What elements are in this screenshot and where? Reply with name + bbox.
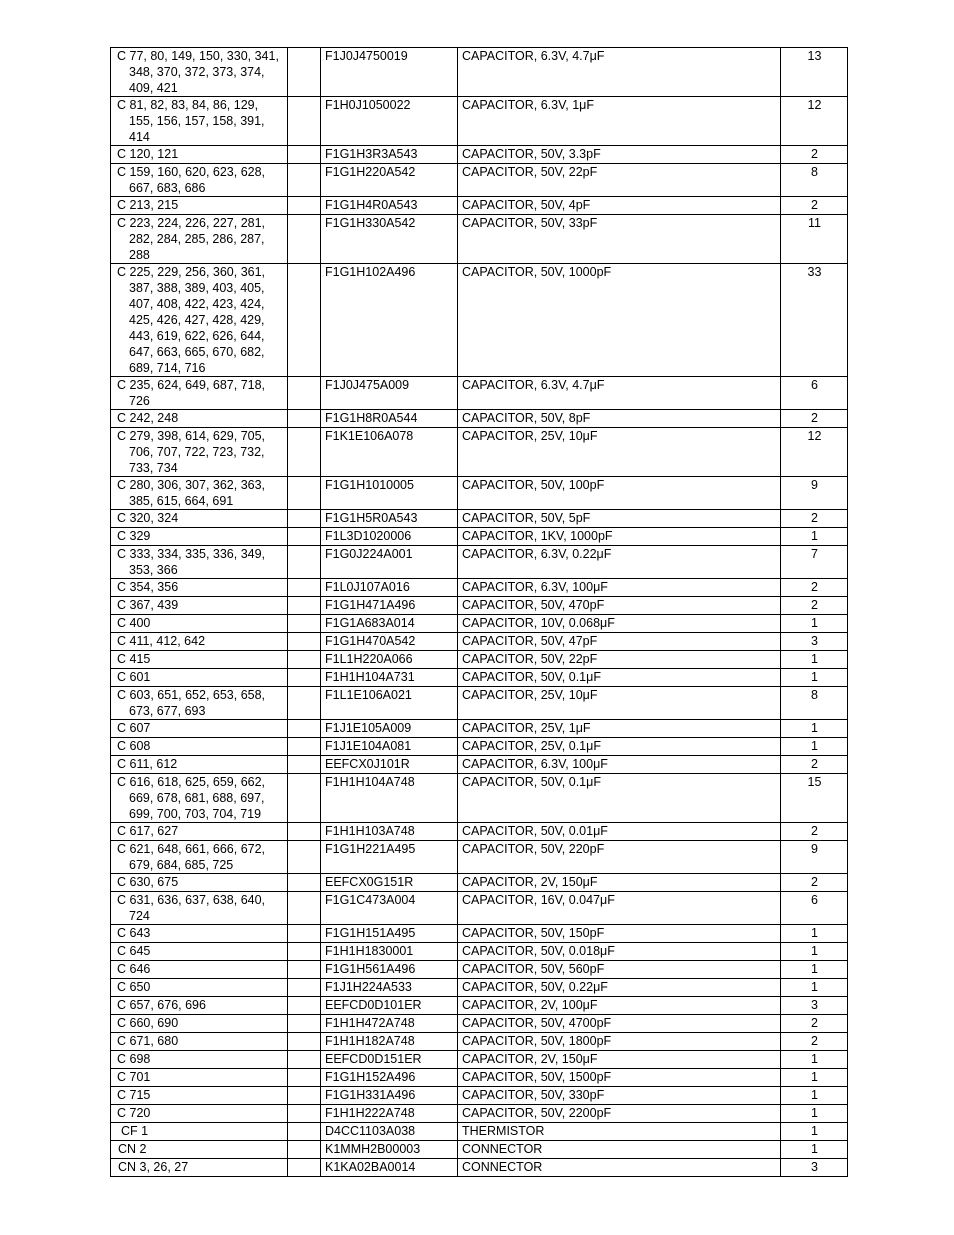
part-number-cell: F1L3D1020006 xyxy=(321,528,458,546)
table-row xyxy=(111,528,848,546)
description-cell: THERMISTOR xyxy=(458,1123,781,1141)
quantity-cell: 2 xyxy=(781,510,848,528)
quantity-cell: 15 xyxy=(781,774,848,823)
part-number-cell: F1G1C473A004 xyxy=(321,892,458,925)
quantity-cell: 33 xyxy=(781,264,848,377)
description-cell: CAPACITOR, 50V, 2200pF xyxy=(458,1105,781,1123)
table-row xyxy=(111,943,848,961)
table-row xyxy=(111,1069,848,1087)
reference-designators-cell: C 242, 248 xyxy=(111,410,288,428)
part-number-cell: F1G1H220A542 xyxy=(321,164,458,197)
quantity-cell: 1 xyxy=(781,615,848,633)
spacer-cell xyxy=(288,1051,321,1069)
reference-designators-cell: C 657, 676, 696 xyxy=(111,997,288,1015)
quantity-cell: 7 xyxy=(781,546,848,579)
spacer-cell xyxy=(288,164,321,197)
description-cell: CAPACITOR, 6.3V, 4.7μF xyxy=(458,48,781,97)
reference-designators-cell: C 280, 306, 307, 362, 363, 385, 615, 664, 691 xyxy=(111,477,288,510)
description-cell: CAPACITOR, 16V, 0.047μF xyxy=(458,892,781,925)
part-number-cell: K1KA02BA0014 xyxy=(321,1159,458,1177)
quantity-cell: 2 xyxy=(781,1015,848,1033)
table-row xyxy=(111,1159,848,1177)
table-row xyxy=(111,841,848,874)
part-number-cell: F1G1H221A495 xyxy=(321,841,458,874)
table-row xyxy=(111,97,848,146)
table-row xyxy=(111,756,848,774)
spacer-cell xyxy=(288,687,321,720)
description-cell: CAPACITOR, 25V, 1μF xyxy=(458,720,781,738)
spacer-cell xyxy=(288,528,321,546)
quantity-cell: 2 xyxy=(781,597,848,615)
part-number-cell: F1L0J107A016 xyxy=(321,579,458,597)
spacer-cell xyxy=(288,215,321,264)
table-row xyxy=(111,892,848,925)
spacer-cell xyxy=(288,48,321,97)
spacer-cell xyxy=(288,997,321,1015)
part-number-cell: F1G1H470A542 xyxy=(321,633,458,651)
reference-designators-cell: C 617, 627 xyxy=(111,823,288,841)
description-cell: CAPACITOR, 50V, 100pF xyxy=(458,477,781,510)
table-row xyxy=(111,774,848,823)
reference-designators-cell: C 631, 636, 637, 638, 640, 724 xyxy=(111,892,288,925)
table-row xyxy=(111,1123,848,1141)
part-number-cell: F1J1E105A009 xyxy=(321,720,458,738)
table-row xyxy=(111,410,848,428)
quantity-cell: 1 xyxy=(781,1105,848,1123)
table-row xyxy=(111,48,848,97)
spacer-cell xyxy=(288,633,321,651)
spacer-cell xyxy=(288,410,321,428)
reference-designators-cell: C 630, 675 xyxy=(111,874,288,892)
parts-list-table xyxy=(110,47,848,1177)
spacer-cell xyxy=(288,377,321,410)
table-row xyxy=(111,1141,848,1159)
quantity-cell: 12 xyxy=(781,428,848,477)
description-cell: CAPACITOR, 50V, 33pF xyxy=(458,215,781,264)
table-row xyxy=(111,264,848,377)
quantity-cell: 2 xyxy=(781,146,848,164)
reference-designators-cell: C 320, 324 xyxy=(111,510,288,528)
description-cell: CAPACITOR, 50V, 1800pF xyxy=(458,1033,781,1051)
quantity-cell: 3 xyxy=(781,997,848,1015)
table-row xyxy=(111,1015,848,1033)
quantity-cell: 1 xyxy=(781,943,848,961)
reference-designators-cell: CN 2 xyxy=(111,1141,288,1159)
description-cell: CAPACITOR, 50V, 0.1μF xyxy=(458,669,781,687)
quantity-cell: 1 xyxy=(781,669,848,687)
table-row xyxy=(111,874,848,892)
table-row xyxy=(111,823,848,841)
quantity-cell: 13 xyxy=(781,48,848,97)
spacer-cell xyxy=(288,669,321,687)
spacer-cell xyxy=(288,720,321,738)
reference-designators-cell: C 720 xyxy=(111,1105,288,1123)
description-cell: CAPACITOR, 6.3V, 4.7μF xyxy=(458,377,781,410)
spacer-cell xyxy=(288,651,321,669)
quantity-cell: 1 xyxy=(781,979,848,997)
reference-designators-cell: C 333, 334, 335, 336, 349, 353, 366 xyxy=(111,546,288,579)
description-cell: CAPACITOR, 50V, 4700pF xyxy=(458,1015,781,1033)
table-row xyxy=(111,164,848,197)
part-number-cell: D4CC1103A038 xyxy=(321,1123,458,1141)
description-cell: CAPACITOR, 50V, 8pF xyxy=(458,410,781,428)
quantity-cell: 6 xyxy=(781,377,848,410)
description-cell: CAPACITOR, 6.3V, 100μF xyxy=(458,756,781,774)
part-number-cell: F1H1H472A748 xyxy=(321,1015,458,1033)
quantity-cell: 1 xyxy=(781,738,848,756)
quantity-cell: 2 xyxy=(781,756,848,774)
reference-designators-cell: C 120, 121 xyxy=(111,146,288,164)
description-cell: CAPACITOR, 2V, 100μF xyxy=(458,997,781,1015)
quantity-cell: 1 xyxy=(781,528,848,546)
description-cell: CAPACITOR, 50V, 150pF xyxy=(458,925,781,943)
description-cell: CAPACITOR, 50V, 0.22μF xyxy=(458,979,781,997)
quantity-cell: 2 xyxy=(781,579,848,597)
part-number-cell: F1H1H222A748 xyxy=(321,1105,458,1123)
part-number-cell: EEFCX0J101R xyxy=(321,756,458,774)
description-cell: CAPACITOR, 50V, 330pF xyxy=(458,1087,781,1105)
table-row xyxy=(111,979,848,997)
quantity-cell: 1 xyxy=(781,961,848,979)
spacer-cell xyxy=(288,197,321,215)
spacer-cell xyxy=(288,579,321,597)
reference-designators-cell: CF 1 xyxy=(111,1123,288,1141)
table-row xyxy=(111,1033,848,1051)
spacer-cell xyxy=(288,1105,321,1123)
reference-designators-cell: C 698 xyxy=(111,1051,288,1069)
description-cell: CAPACITOR, 25V, 0.1μF xyxy=(458,738,781,756)
spacer-cell xyxy=(288,925,321,943)
table-row xyxy=(111,615,848,633)
table-row xyxy=(111,510,848,528)
spacer-cell xyxy=(288,979,321,997)
reference-designators-cell: C 607 xyxy=(111,720,288,738)
table-row xyxy=(111,720,848,738)
table-row xyxy=(111,215,848,264)
reference-designators-cell: C 81, 82, 83, 84, 86, 129, 155, 156, 157, 158, 391, 414 xyxy=(111,97,288,146)
description-cell: CAPACITOR, 50V, 47pF xyxy=(458,633,781,651)
spacer-cell xyxy=(288,546,321,579)
description-cell: CAPACITOR, 2V, 150μF xyxy=(458,1051,781,1069)
table-row xyxy=(111,197,848,215)
part-number-cell: F1K1E106A078 xyxy=(321,428,458,477)
quantity-cell: 9 xyxy=(781,841,848,874)
part-number-cell: F1J1E104A081 xyxy=(321,738,458,756)
reference-designators-cell: C 354, 356 xyxy=(111,579,288,597)
part-number-cell: F1G1H151A495 xyxy=(321,925,458,943)
spacer-cell xyxy=(288,1087,321,1105)
spacer-cell xyxy=(288,477,321,510)
spacer-cell xyxy=(288,1069,321,1087)
quantity-cell: 8 xyxy=(781,164,848,197)
quantity-cell: 2 xyxy=(781,874,848,892)
part-number-cell: F1H0J1050022 xyxy=(321,97,458,146)
spacer-cell xyxy=(288,264,321,377)
description-cell: CAPACITOR, 50V, 0.01μF xyxy=(458,823,781,841)
table-row xyxy=(111,961,848,979)
description-cell: CAPACITOR, 50V, 1000pF xyxy=(458,264,781,377)
reference-designators-cell: C 701 xyxy=(111,1069,288,1087)
table-row xyxy=(111,428,848,477)
quantity-cell: 1 xyxy=(781,720,848,738)
description-cell: CAPACITOR, 6.3V, 1μF xyxy=(458,97,781,146)
description-cell: CAPACITOR, 50V, 5pF xyxy=(458,510,781,528)
reference-designators-cell: C 608 xyxy=(111,738,288,756)
spacer-cell xyxy=(288,97,321,146)
reference-designators-cell: C 621, 648, 661, 666, 672, 679, 684, 685, 725 xyxy=(111,841,288,874)
quantity-cell: 2 xyxy=(781,1033,848,1051)
part-number-cell: F1H1H103A748 xyxy=(321,823,458,841)
part-number-cell: F1G1H3R3A543 xyxy=(321,146,458,164)
part-number-cell: F1G1H102A496 xyxy=(321,264,458,377)
quantity-cell: 3 xyxy=(781,633,848,651)
table-row xyxy=(111,651,848,669)
description-cell: CAPACITOR, 50V, 22pF xyxy=(458,651,781,669)
quantity-cell: 1 xyxy=(781,1123,848,1141)
part-number-cell: F1G1H471A496 xyxy=(321,597,458,615)
table-row xyxy=(111,477,848,510)
spacer-cell xyxy=(288,1015,321,1033)
spacer-cell xyxy=(288,961,321,979)
quantity-cell: 2 xyxy=(781,410,848,428)
quantity-cell: 11 xyxy=(781,215,848,264)
reference-designators-cell: C 415 xyxy=(111,651,288,669)
reference-designators-cell: C 235, 624, 649, 687, 718, 726 xyxy=(111,377,288,410)
reference-designators-cell: CN 3, 26, 27 xyxy=(111,1159,288,1177)
description-cell: CAPACITOR, 6.3V, 0.22μF xyxy=(458,546,781,579)
part-number-cell: F1G1A683A014 xyxy=(321,615,458,633)
spacer-cell xyxy=(288,1123,321,1141)
spacer-cell xyxy=(288,892,321,925)
part-number-cell: EEFCX0G151R xyxy=(321,874,458,892)
table-row xyxy=(111,738,848,756)
spacer-cell xyxy=(288,774,321,823)
part-number-cell: F1H1H104A748 xyxy=(321,774,458,823)
spacer-cell xyxy=(288,615,321,633)
reference-designators-cell: C 715 xyxy=(111,1087,288,1105)
description-cell: CAPACITOR, 50V, 0.1μF xyxy=(458,774,781,823)
description-cell: CAPACITOR, 6.3V, 100μF xyxy=(458,579,781,597)
part-number-cell: F1J0J4750019 xyxy=(321,48,458,97)
reference-designators-cell: C 367, 439 xyxy=(111,597,288,615)
part-number-cell: EEFCD0D101ER xyxy=(321,997,458,1015)
part-number-cell: F1J0J475A009 xyxy=(321,377,458,410)
reference-designators-cell: C 225, 229, 256, 360, 361, 387, 388, 389, 403, 405, 407, 408, 422, 423, 424, 425, 426, 427, 428, 429, 443, 619, 622, 626, 644, 647, 663, 665, 670, 682, 689, 714, 716 xyxy=(111,264,288,377)
part-number-cell: F1G0J224A001 xyxy=(321,546,458,579)
spacer-cell xyxy=(288,738,321,756)
spacer-cell xyxy=(288,1159,321,1177)
table-row xyxy=(111,597,848,615)
part-number-cell: F1G1H4R0A543 xyxy=(321,197,458,215)
description-cell: CAPACITOR, 50V, 470pF xyxy=(458,597,781,615)
part-number-cell: F1H1H104A731 xyxy=(321,669,458,687)
reference-designators-cell: C 671, 680 xyxy=(111,1033,288,1051)
table-row xyxy=(111,546,848,579)
description-cell: CONNECTOR xyxy=(458,1141,781,1159)
quantity-cell: 1 xyxy=(781,925,848,943)
spacer-cell xyxy=(288,823,321,841)
quantity-cell: 8 xyxy=(781,687,848,720)
part-number-cell: F1L1H220A066 xyxy=(321,651,458,669)
quantity-cell: 6 xyxy=(781,892,848,925)
description-cell: CAPACITOR, 50V, 1500pF xyxy=(458,1069,781,1087)
table-row xyxy=(111,579,848,597)
reference-designators-cell: C 616, 618, 625, 659, 662, 669, 678, 681, 688, 697, 699, 700, 703, 704, 719 xyxy=(111,774,288,823)
quantity-cell: 1 xyxy=(781,1069,848,1087)
spacer-cell xyxy=(288,1033,321,1051)
reference-designators-cell: C 411, 412, 642 xyxy=(111,633,288,651)
description-cell: CAPACITOR, 50V, 4pF xyxy=(458,197,781,215)
part-number-cell: F1G1H5R0A543 xyxy=(321,510,458,528)
table-row xyxy=(111,997,848,1015)
table-row xyxy=(111,1105,848,1123)
part-number-cell: K1MMH2B00003 xyxy=(321,1141,458,1159)
spacer-cell xyxy=(288,146,321,164)
reference-designators-cell: C 645 xyxy=(111,943,288,961)
table-row xyxy=(111,669,848,687)
description-cell: CAPACITOR, 25V, 10μF xyxy=(458,687,781,720)
quantity-cell: 1 xyxy=(781,1051,848,1069)
spacer-cell xyxy=(288,756,321,774)
table-row xyxy=(111,377,848,410)
reference-designators-cell: C 77, 80, 149, 150, 330, 341, 348, 370, 372, 373, 374, 409, 421 xyxy=(111,48,288,97)
part-number-cell: F1J1H224A533 xyxy=(321,979,458,997)
description-cell: CAPACITOR, 25V, 10μF xyxy=(458,428,781,477)
part-number-cell: EEFCD0D151ER xyxy=(321,1051,458,1069)
spacer-cell xyxy=(288,428,321,477)
part-number-cell: F1G1H331A496 xyxy=(321,1087,458,1105)
reference-designators-cell: C 279, 398, 614, 629, 705, 706, 707, 722, 723, 732, 733, 734 xyxy=(111,428,288,477)
reference-designators-cell: C 603, 651, 652, 653, 658, 673, 677, 693 xyxy=(111,687,288,720)
part-number-cell: F1G1H330A542 xyxy=(321,215,458,264)
description-cell: CAPACITOR, 50V, 560pF xyxy=(458,961,781,979)
quantity-cell: 2 xyxy=(781,823,848,841)
description-cell: CAPACITOR, 50V, 0.018μF xyxy=(458,943,781,961)
part-number-cell: F1H1H1830001 xyxy=(321,943,458,961)
part-number-cell: F1G1H8R0A544 xyxy=(321,410,458,428)
reference-designators-cell: C 213, 215 xyxy=(111,197,288,215)
quantity-cell: 12 xyxy=(781,97,848,146)
reference-designators-cell: C 646 xyxy=(111,961,288,979)
spacer-cell xyxy=(288,510,321,528)
reference-designators-cell: C 400 xyxy=(111,615,288,633)
spacer-cell xyxy=(288,874,321,892)
description-cell: CONNECTOR xyxy=(458,1159,781,1177)
part-number-cell: F1G1H561A496 xyxy=(321,961,458,979)
spacer-cell xyxy=(288,597,321,615)
reference-designators-cell: C 650 xyxy=(111,979,288,997)
quantity-cell: 9 xyxy=(781,477,848,510)
part-number-cell: F1G1H1010005 xyxy=(321,477,458,510)
table-row xyxy=(111,925,848,943)
part-number-cell: F1L1E106A021 xyxy=(321,687,458,720)
spacer-cell xyxy=(288,841,321,874)
table-row xyxy=(111,1087,848,1105)
quantity-cell: 1 xyxy=(781,1087,848,1105)
description-cell: CAPACITOR, 50V, 220pF xyxy=(458,841,781,874)
quantity-cell: 1 xyxy=(781,651,848,669)
reference-designators-cell: C 601 xyxy=(111,669,288,687)
spacer-cell xyxy=(288,943,321,961)
quantity-cell: 3 xyxy=(781,1159,848,1177)
reference-designators-cell: C 660, 690 xyxy=(111,1015,288,1033)
part-number-cell: F1H1H182A748 xyxy=(321,1033,458,1051)
description-cell: CAPACITOR, 2V, 150μF xyxy=(458,874,781,892)
description-cell: CAPACITOR, 1KV, 1000pF xyxy=(458,528,781,546)
part-number-cell: F1G1H152A496 xyxy=(321,1069,458,1087)
parts-list-body xyxy=(111,48,848,1177)
table-row xyxy=(111,1051,848,1069)
reference-designators-cell: C 611, 612 xyxy=(111,756,288,774)
description-cell: CAPACITOR, 10V, 0.068μF xyxy=(458,615,781,633)
quantity-cell: 1 xyxy=(781,1141,848,1159)
reference-designators-cell: C 643 xyxy=(111,925,288,943)
table-row xyxy=(111,687,848,720)
description-cell: CAPACITOR, 50V, 3.3pF xyxy=(458,146,781,164)
reference-designators-cell: C 159, 160, 620, 623, 628, 667, 683, 686 xyxy=(111,164,288,197)
table-row xyxy=(111,633,848,651)
reference-designators-cell: C 223, 224, 226, 227, 281, 282, 284, 285, 286, 287, 288 xyxy=(111,215,288,264)
quantity-cell: 2 xyxy=(781,197,848,215)
description-cell: CAPACITOR, 50V, 22pF xyxy=(458,164,781,197)
spacer-cell xyxy=(288,1141,321,1159)
reference-designators-cell: C 329 xyxy=(111,528,288,546)
table-row xyxy=(111,146,848,164)
